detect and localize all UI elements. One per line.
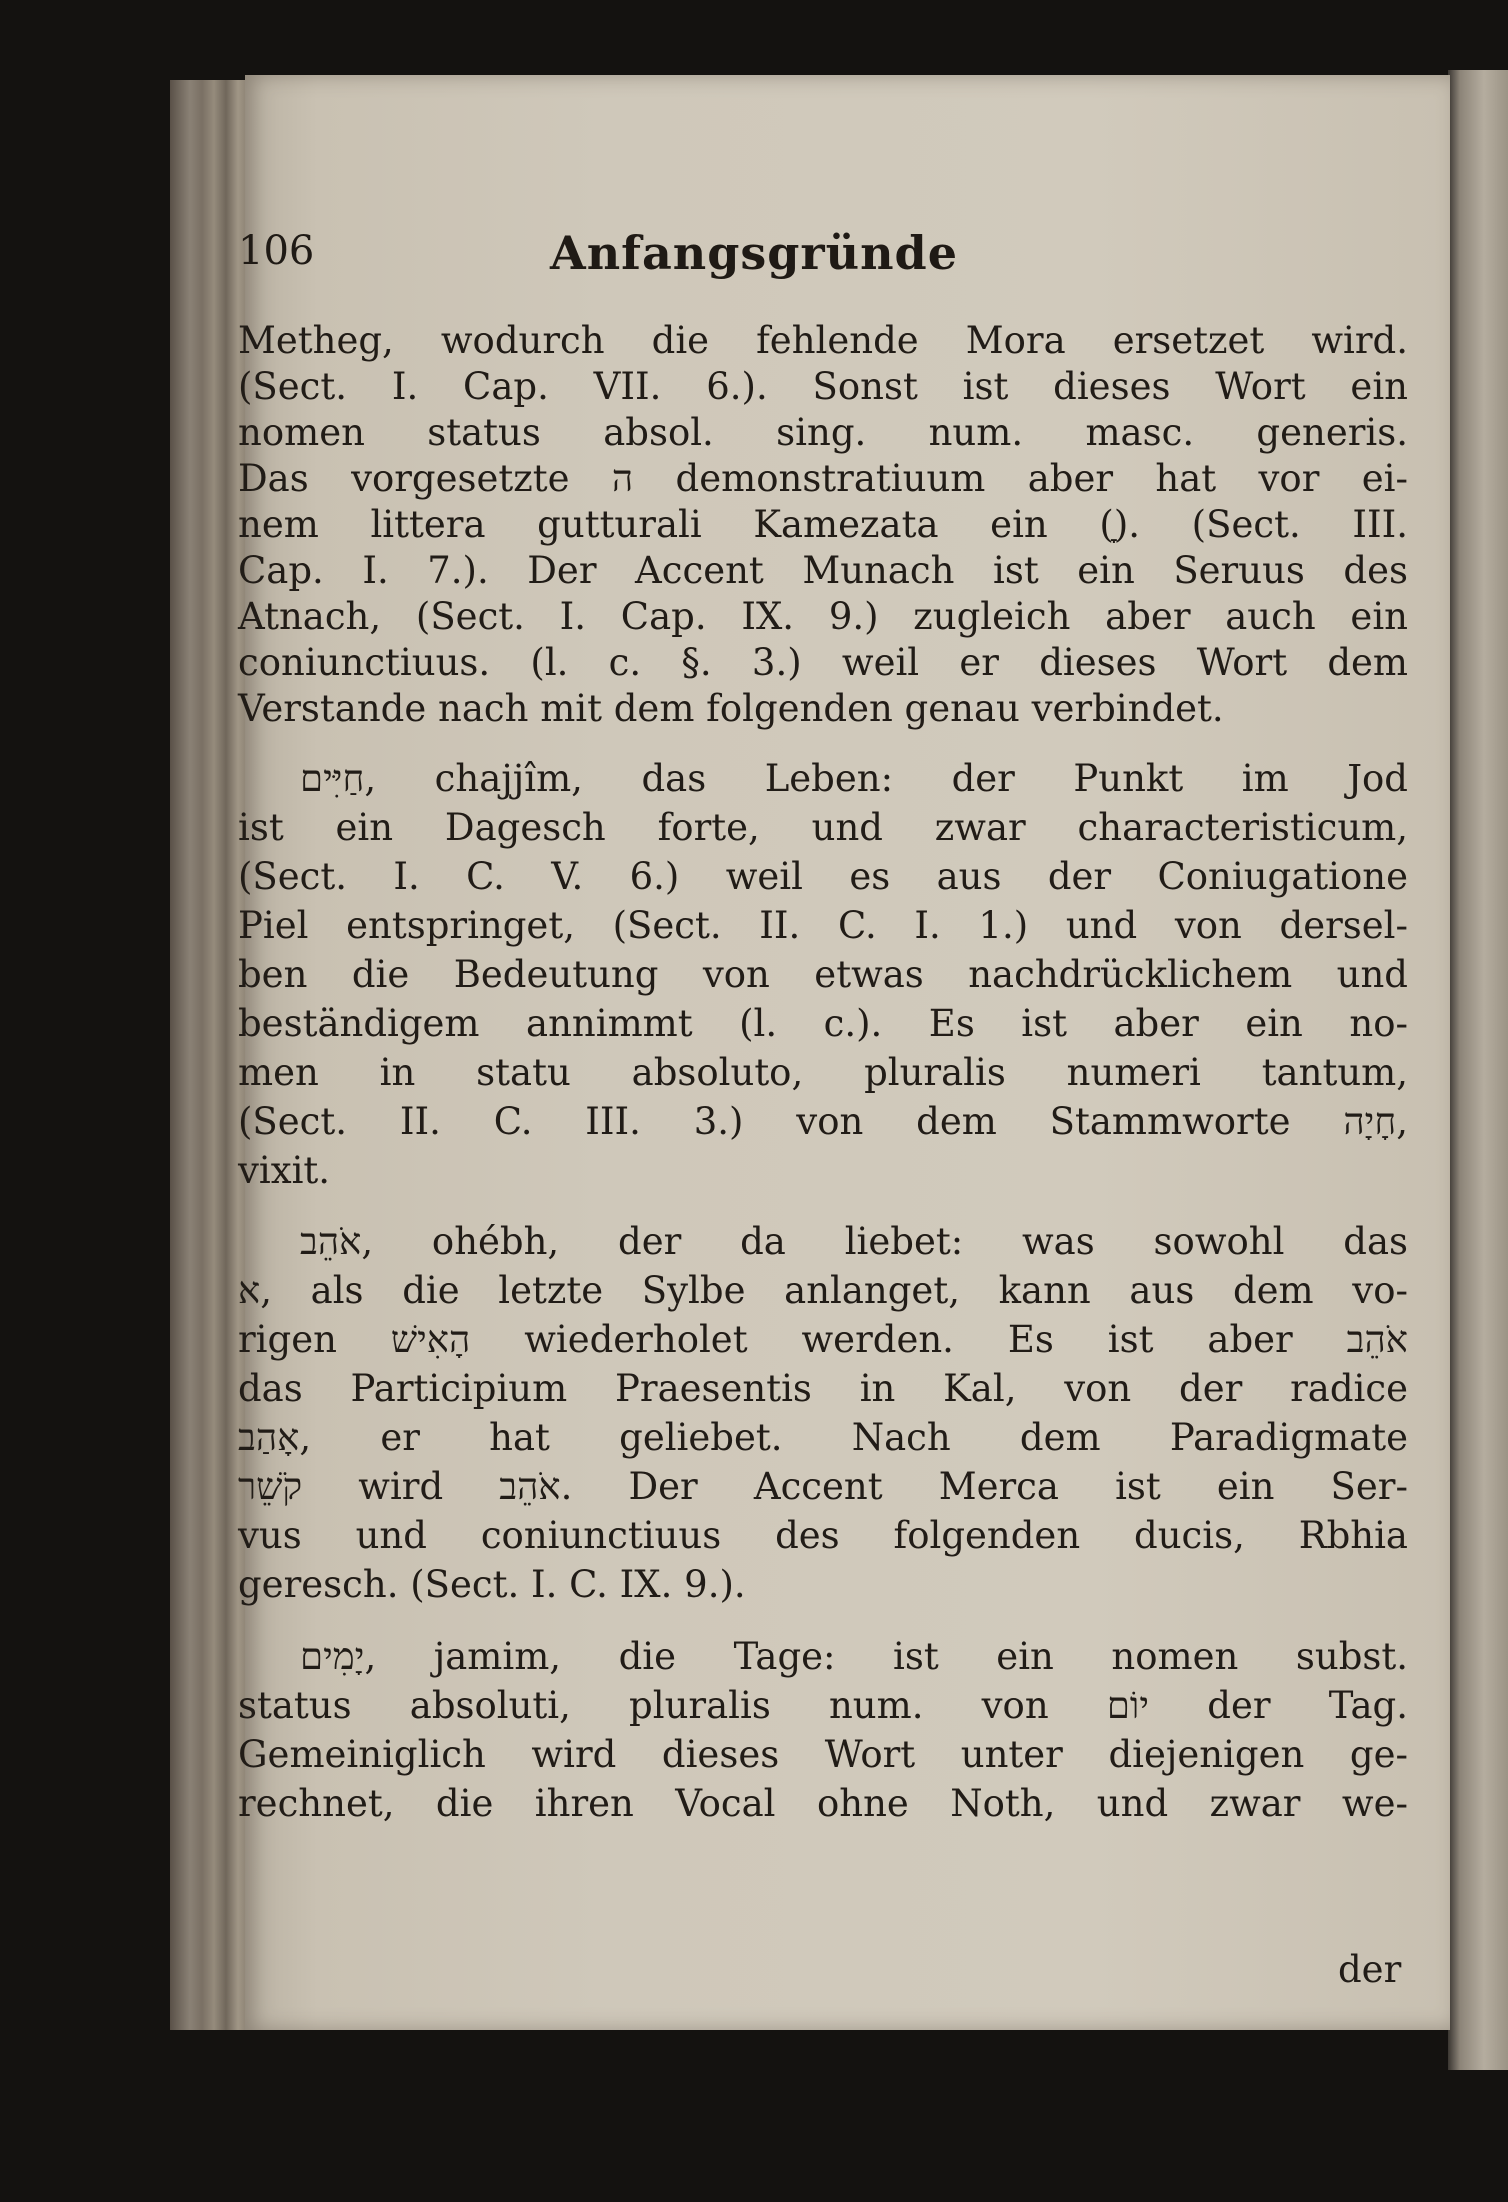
text-line: אָהַב, er hat geliebet. Nach dem Paradigmate (238, 1416, 1408, 1459)
text-line: Das vorgesetzte ה demonstratiuum aber hat vor ei- (238, 457, 1408, 500)
text-line: ben die Bedeutung von etwas nachdrücklichem und (238, 953, 1408, 996)
text-line: das Participium Praesentis in Kal, von der radice (238, 1367, 1408, 1410)
text-line: Atnach, (Sect. I. Cap. IX. 9.) zugleich aber auch ein (238, 595, 1408, 638)
text-line: rigen הָאִישׁ wiederholet werden. Es ist aber אֹהֵב (238, 1318, 1408, 1361)
text-line: א, als die letzte Sylbe anlanget, kann aus dem vo- (238, 1269, 1408, 1312)
text-line: rechnet, die ihren Vocal ohne Noth, und zwar we- (238, 1782, 1408, 1825)
text-line: beständigem annimmt (l. c.). Es ist aber ein no- (238, 1002, 1408, 1045)
text-line: nem littera gutturali Kamezata ein (ָ). (Sect. III. (238, 503, 1408, 546)
entry-line: חַיִּים, chajjîm, das Leben: der Punkt im Jod (300, 757, 1408, 800)
page-number: 106 (238, 228, 315, 274)
entry-line: יָמִים, jamim, die Tage: ist ein nomen subst. (300, 1635, 1408, 1678)
text-line: קֹשֵׁר wird אֹהֵב. Der Accent Merca ist ein Ser- (238, 1465, 1408, 1508)
text-line: nomen status absol. sing. num. masc. generis. (238, 411, 1408, 454)
text-line: vus und coniunctiuus des folgenden ducis, Rbhia (238, 1514, 1408, 1557)
text-line: (Sect. I. C. V. 6.) weil es aus der Coniugatione (238, 855, 1408, 898)
page-edges-right (1448, 70, 1508, 2070)
text-line: geresch. (Sect. I. C. IX. 9.). (238, 1563, 746, 1606)
text-line: status absoluti, pluralis num. von יוֹם der Tag. (238, 1684, 1408, 1727)
text-line: Verstande nach mit dem folgenden genau verbindet. (238, 687, 1224, 730)
text-line: Gemeiniglich wird dieses Wort unter diejenigen ge- (238, 1733, 1408, 1776)
text-line: vixit. (238, 1149, 331, 1192)
running-title: Anfangsgründe (550, 226, 958, 280)
text-line: ist ein Dagesch forte, und zwar characteristicum, (238, 806, 1408, 849)
text-line: men in statu absoluto, pluralis numeri tantum, (238, 1051, 1408, 1094)
text-line: coniunctiuus. (l. c. §. 3.) weil er dieses Wort dem (238, 641, 1408, 684)
catchword: der (1338, 1948, 1402, 1991)
text-line: (Sect. I. Cap. VII. 6.). Sonst ist dieses Wort ein (238, 365, 1408, 408)
text-line: Piel entspringet, (Sect. II. C. I. 1.) und von dersel- (238, 904, 1408, 947)
text-line: Metheg, wodurch die fehlende Mora ersetzet wird. (238, 319, 1408, 362)
text-line: Cap. I. 7.). Der Accent Munach ist ein Seruus des (238, 549, 1408, 592)
text-line: (Sect. II. C. III. 3.) von dem Stammworte חָיָה, (238, 1100, 1408, 1143)
entry-line: אֹהֵב, ohébh, der da liebet: was sowohl das (300, 1220, 1408, 1263)
